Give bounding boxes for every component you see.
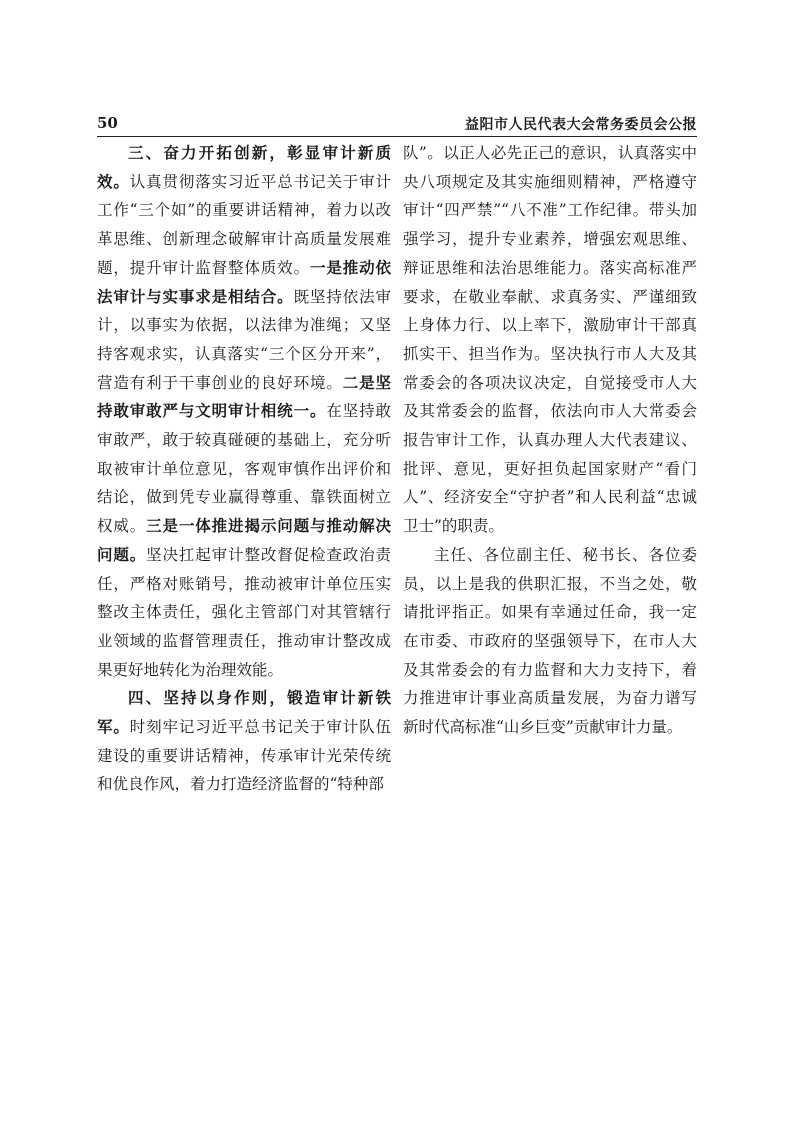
right-column bbox=[403, 139, 697, 742]
section-four-text: 时刻牢记习近平总书记关于审计队伍建设的重要讲话精神，传承审计光荣传统和优良作风，着力打造经济监督的“特种部 bbox=[97, 718, 391, 794]
section-four-paragraph bbox=[97, 684, 391, 799]
point-one-heading: 一是推动依法审计与实事求是相结合。 bbox=[97, 258, 391, 306]
closing-paragraph: 主任、各位副主任、秘书长、各位委员，以上是我的供职汇报，不当之处，敬请批评指正。如果有幸通过任命，我一定在市委、市政府的坚强领导下，在市人大及其常委会的有力监督和大力支持下，着力推进审计事业高质量发展，为奋力谱写新时代高标准“山乡巨变”贡献审计力量。 bbox=[403, 545, 697, 737]
point-three-heading: 三是一体推进揭示问题与推动解决问题。 bbox=[97, 517, 391, 564]
section-three-paragraph bbox=[97, 139, 391, 684]
point-two-heading: 二是坚持敢审敢严与文明审计相统一。 bbox=[97, 373, 391, 421]
section-four-heading: 四、坚持以身作则，锻造审计新铁军。 bbox=[97, 689, 391, 737]
point-three-text: 坚决扛起审计整改督促检查政治责任，严格对账销号，推动被审计单位压实整改主体责任，强化主管部门对其管辖行业领域的监督管理责任，推动审计整改成果更好地转化为治理效能。 bbox=[97, 545, 391, 679]
point-one-text: 既坚持依法审计，以事实为依据，以法律为准绳；又坚持客观求实，认真落实“三个区分开来”，营造有利于干事创业的良好环境。 bbox=[97, 287, 391, 392]
point-two-text: 在坚持敢审敢严，敢于较真碰硬的基础上，充分听取被审计单位意见，客观审慎作出评价和结论，做到凭专业赢得尊重、靠铁面树立权威。 bbox=[97, 402, 391, 536]
section-four-continued: 队”。以正人必先正己的意识，认真落实中央八项规定及其实施细则精神，严格遵守审计“四严禁”“八不准”工作纪律。带头加强学习，提升专业素养，增强宏观思维、辩证思维和法治思维能力。落实高标准严要求，在敬业奉献、求真务实、严谨细致上身体力行、以上率下，激励审计干部真抓实干、担当作为。坚决执行市人大及其常委会的各项决议决定，自觉接受市人大及其常委会的监督，依法向市人大常委会报告审计工作，认真办理人大代表建议、批评、意见，更好担负起国家财产“看门人”、经济安全“守护者”和人民利益“忠诚卫士”的职责。 bbox=[403, 144, 697, 536]
left-column bbox=[97, 139, 391, 799]
section-three-intro: 认真贯彻落实习近平总书记关于审计工作“三个如”的重要讲话精神，着力以改革思维、创新理念破解审计高质量发展难题，提升审计监督整体质效。 bbox=[97, 172, 391, 277]
page-number: 50 bbox=[97, 114, 118, 132]
section-three-heading: 三、奋力开拓创新，彰显审计新质效。 bbox=[97, 144, 391, 191]
page-header bbox=[97, 110, 697, 137]
journal-title: 益阳市人民代表大会常务委员会公报 bbox=[465, 117, 697, 133]
